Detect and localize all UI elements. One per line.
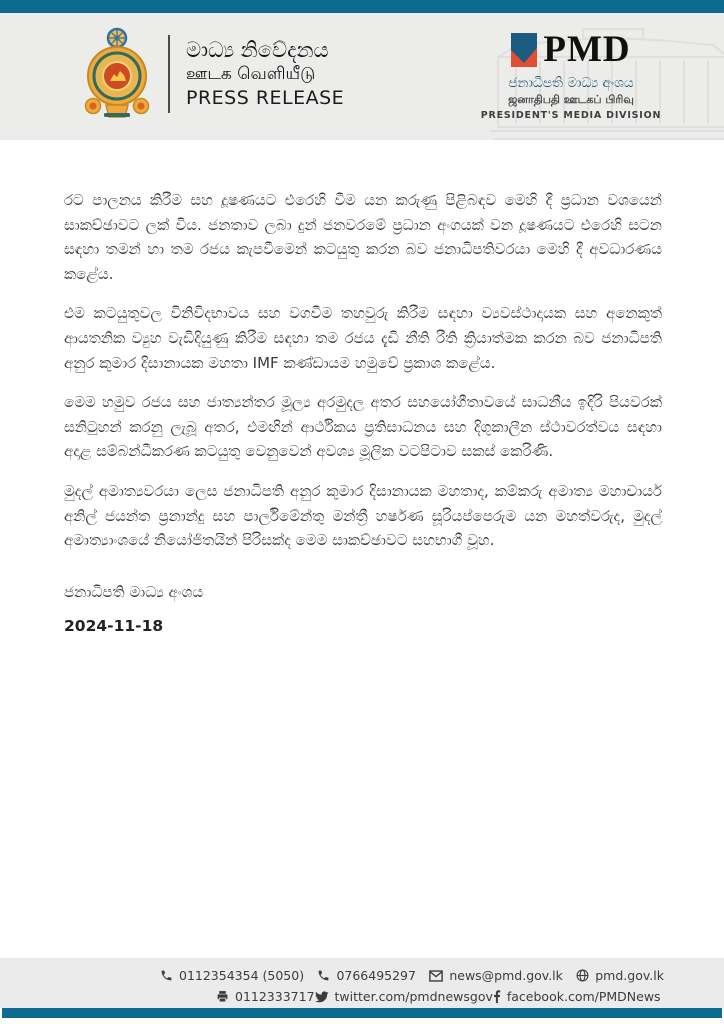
press-release-title-block xyxy=(186,37,344,111)
globe-icon xyxy=(576,969,589,982)
paragraph-1: රට පාලනය කිරීම සහ දූෂණයට එරෙහි වීම යන කරුණු පිළිබඳව මෙහි දී ප්‍රධාන වශයෙන් සාකච්ඡාවට ලක් විය. ජනතාව ලබා දුන් ජනවරමේ ප්‍රධාන අංගයක් වන දූෂණයට එරෙහි සටන සඳහා තමන් හා තම රජය කැපවීමෙන් කටයුතු කරන බව ජනාධිපතිවරයා මෙහි දී අවධාරණය කළේය. xyxy=(64,191,662,283)
phone-icon xyxy=(317,969,330,982)
title-sinhala: මාධ්‍ය නිවේදනය xyxy=(186,38,329,63)
fax-contact xyxy=(216,989,315,1004)
twitter-url: twitter.com/pmdnewsgov xyxy=(334,989,493,1004)
paragraph-4: මුදල් අමාත්‍යවරයා ලෙස ජනාධිපති අනුර කුමාර දිසානායක මහතාද, කම්කරු අමාත්‍ය මහාචාර්ය අනිල් ජයන්ත ප්‍රනාන්දු සහ පාර්ලිමේන්තු මන්ත්‍රී හර්ෂණ සූරියප්පෙරුම යන මහත්වරුද, මුදල් අමාත්‍යාංශයේ නියෝජිතයින් පිරිසක්ද මෙම සාකච්ඡාවට සහභාගී වූහ. xyxy=(64,481,662,550)
pmd-subtitle-sinhala: ජනාධිපති මාධ්‍ය අංශය xyxy=(508,75,634,91)
website-contact[interactable] xyxy=(576,968,664,983)
pmd-wordmark: PMD xyxy=(543,29,631,70)
header-left-group xyxy=(84,25,344,123)
pmd-subtitle-tamil: ஜனாதிபதி ஊடகப் பிரிவு xyxy=(508,93,634,106)
website-url: pmd.gov.lk xyxy=(595,968,664,983)
facebook-contact[interactable] xyxy=(493,989,661,1004)
footer-row-2 xyxy=(0,983,724,1004)
document-date: 2024-11-18 xyxy=(64,616,164,635)
phone-number-1: 0112354354 (5050) xyxy=(179,968,305,983)
email-address: news@pmd.gov.lk xyxy=(449,968,563,983)
pmd-logo-icon xyxy=(511,33,537,67)
paragraph-2: එම කටයුතුවල විනිවිදභාවය සහ වගවීම තහවුරු කිරීම සඳහා ව්‍යවස්ථාදායක සහ අනෙකුත් ආයතනික ව්‍යුහ වැඩිදියුණු කිරීම සඳහා තම රජය දැඩි නීති රීති ක්‍රියාත්මක කරන බව ජනාධිපති අනුර කුමාර දිසානායක මහතා IMF කණ්ඩායම හමුවේ ප්‍රකාශ කළේය. xyxy=(64,304,662,372)
phone-contact-2 xyxy=(317,968,416,983)
footer-contact-strip xyxy=(0,958,724,1008)
bottom-accent-bar xyxy=(2,1008,722,1018)
phone-icon xyxy=(160,969,173,982)
paragraph-3: මෙම හමුව රජය සහ ජාත්‍යන්තර මූල්‍ය අරමුදල අතර සහයෝගීතාවයේ සාධනීය ඉදිරි පියවරක් සනිටුහන් කරනු ලැබූ අතර, එමඟින් ආර්ථිකය ප්‍රතිසාධනය සහ දිගුකාලීන ස්ථාවරත්වය සඳහා අදාළ සම්බන්ධීකරණ කටයුතු වෙනුවෙන් අවශ්‍ය මූලික වටපිටාව සකස් කෙරිණි. xyxy=(64,393,662,461)
letterhead-header xyxy=(0,13,724,140)
facebook-icon xyxy=(493,990,501,1003)
phone-number-2: 0766495297 xyxy=(336,968,416,983)
footer-row-1 xyxy=(0,958,724,983)
email-icon xyxy=(429,970,443,982)
facebook-url: facebook.com/PMDNews xyxy=(506,989,661,1004)
email-contact[interactable] xyxy=(429,968,563,983)
fax-icon xyxy=(216,990,229,1003)
sri-lanka-emblem xyxy=(84,25,150,123)
title-english: PRESS RELEASE xyxy=(186,87,345,110)
header-divider xyxy=(168,35,170,113)
signature-line: ජනාධිපති මාධ්‍ය අංශය xyxy=(64,582,204,601)
title-tamil: ஊடக வெளியீடு xyxy=(186,64,316,85)
twitter-icon xyxy=(315,991,329,1003)
pmd-logo-block xyxy=(456,31,686,121)
phone-contact-1 xyxy=(160,968,304,983)
pmd-subtitle-english: PRESIDENT'S MEDIA DIVISION xyxy=(480,110,662,121)
document-body xyxy=(0,140,724,635)
top-accent-bar xyxy=(0,0,724,13)
pmd-logo-row xyxy=(511,31,630,68)
twitter-contact[interactable] xyxy=(315,989,493,1004)
fax-number: 0112333717 xyxy=(235,989,315,1004)
